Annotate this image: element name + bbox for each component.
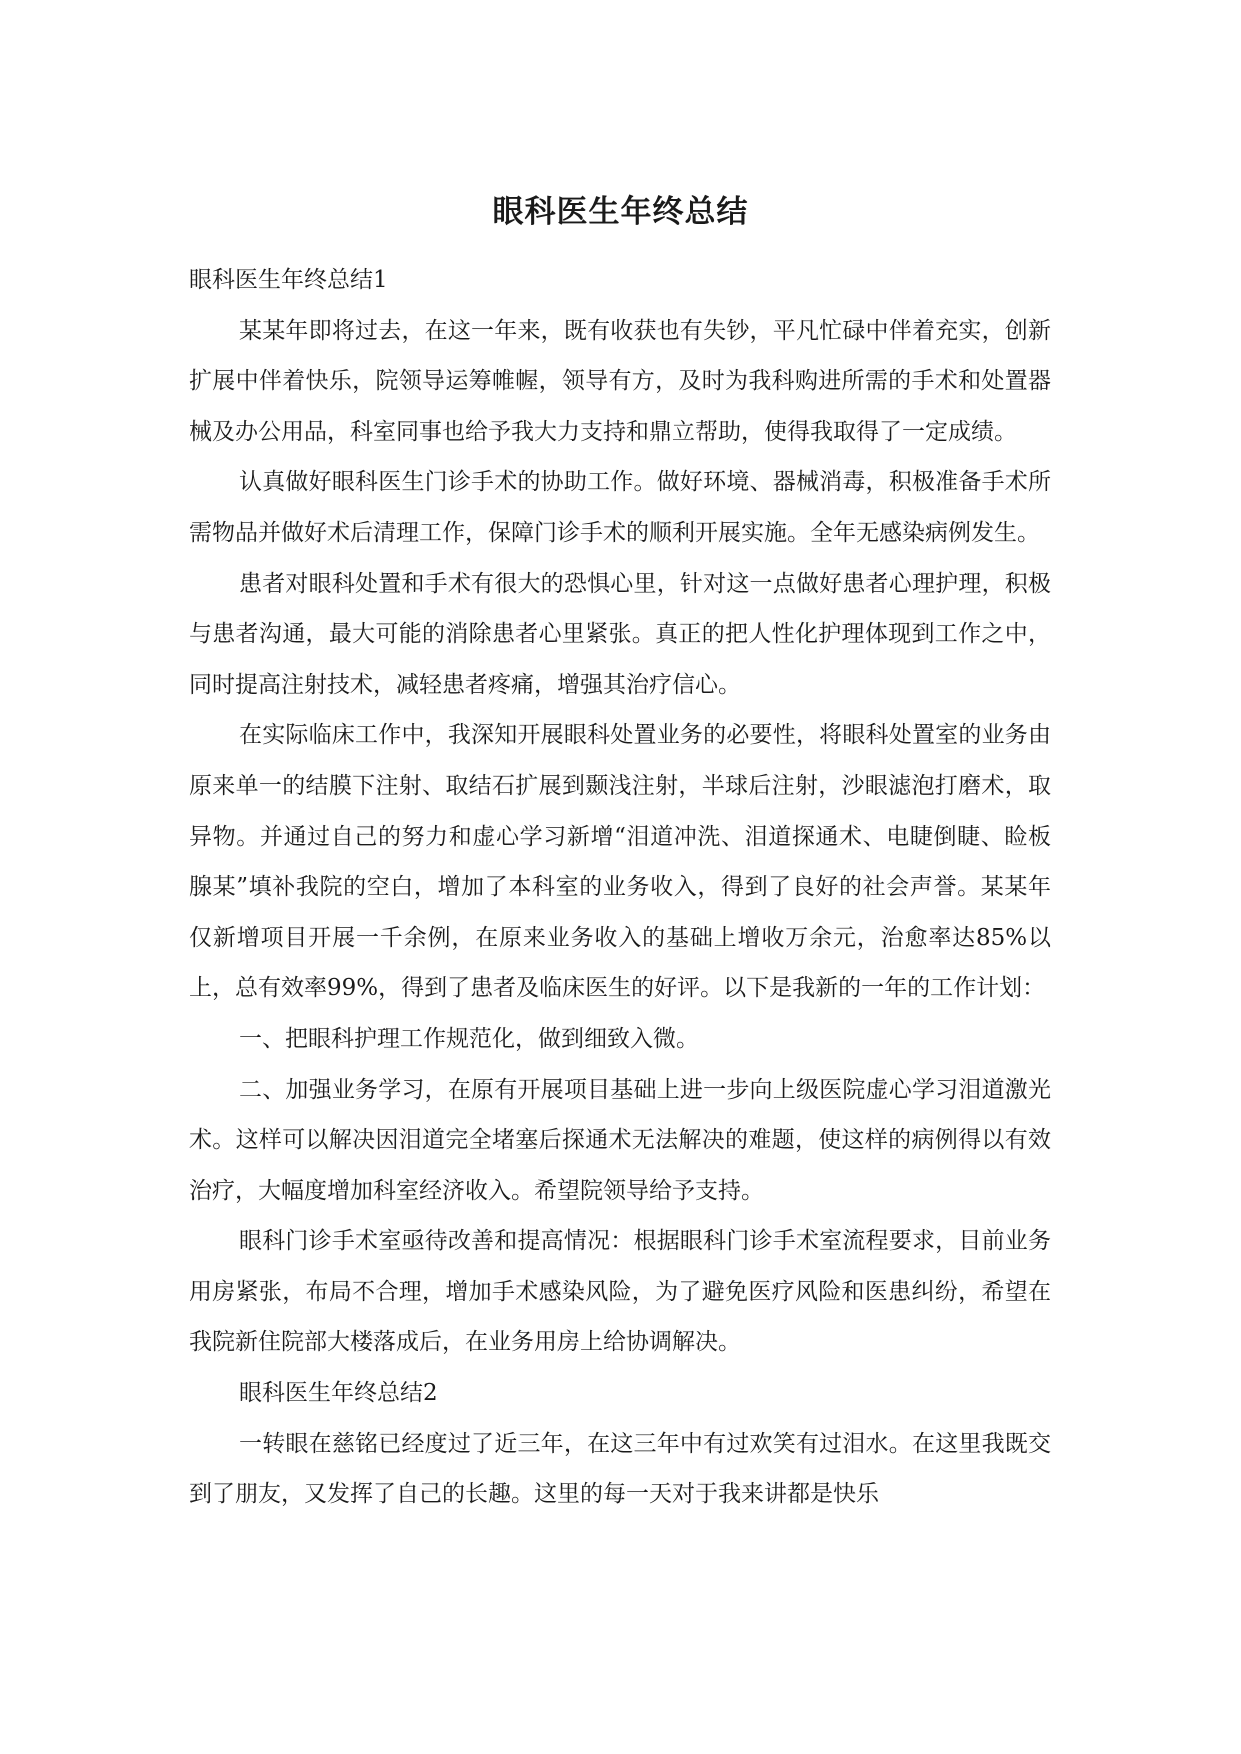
paragraph-plan-2: 二、加强业务学习，在原有开展项目基础上进一步向上级医院虚心学习泪道激光术。这样可以解决因泪道完全堵塞后探通术无法解决的难题，使这样的病例得以有效治疗，大幅度增加科室经济收入。希望院领导给予支持。 — [189, 1076, 1051, 1204]
paragraph-improvement: 眼科门诊手术室亟待改善和提高情况：根据眼科门诊手术室流程要求，目前业务用房紧张，布局不合理，增加手术感染风险，为了避免医疗风险和医患纠纷，希望在我院新住院部大楼落成后，在业务用房上给协调解决。 — [189, 1228, 1051, 1356]
paragraph-patient-care: 患者对眼科处置和手术有很大的恐惧心里，针对这一点做好患者心理护理，积极与患者沟通，最大可能的消除患者心里紧张。真正的把人性化护理体现到工作之中，同时提高注射技术，减轻患者疼痛，增强其治疗信心。 — [189, 570, 1051, 698]
paragraph-section-2: 一转眼在慈铭已经度过了近三年，在这三年中有过欢笑有过泪水。在这里我既交到了朋友，又发挥了自己的长趣。这里的每一天对于我来讲都是快乐 — [189, 1430, 1051, 1508]
paragraph-clinical-work: 在实际临床工作中，我深知开展眼科处置业务的必要性，将眼科处置室的业务由原来单一的结膜下注射、取结石扩展到颞浅注射，半球后注射，沙眼滤泡打磨术，取异物。并通过自己的努力和虚心学习新增“泪道冲洗、泪道探通术、电睫倒睫、睑板腺某”填补我院的空白，增加了本科室的业务收入，得到了良好的社会声誉。某某年仅新增项目开展一千余例，在原来业务收入的基础上增收万余元，治愈率达85%以上，总有效率99%，得到了患者及临床医生的好评。以下是我新的一年的工作计划： — [189, 722, 1051, 1002]
paragraph-intro: 某某年即将过去，在这一年来，既有收获也有失钞，平凡忙碌中伴着充实，创新扩展中伴着快乐，院领导运筹帷幄，领导有方，及时为我科购进所需的手术和处置器械及办公用品，科室同事也给予我大力支持和鼎立帮助，使得我取得了一定成绩。 — [189, 317, 1051, 445]
section-heading-1: 眼科医生年终总结1 — [189, 267, 388, 293]
paragraph-surgery-assist: 认真做好眼科医生门诊手术的协助工作。做好环境、器械消毒，积极准备手术所需物品并做好术后清理工作，保障门诊手术的顺利开展实施。全年无感染病例发生。 — [189, 469, 1051, 546]
document-title: 眼科医生年终总结 — [492, 194, 749, 230]
section-heading-2: 眼科医生年终总结2 — [239, 1380, 438, 1407]
document-body — [189, 255, 1051, 1520]
paragraph-plan-1: 一、把眼科护理工作规范化，做到细致入微。 — [239, 1025, 699, 1052]
